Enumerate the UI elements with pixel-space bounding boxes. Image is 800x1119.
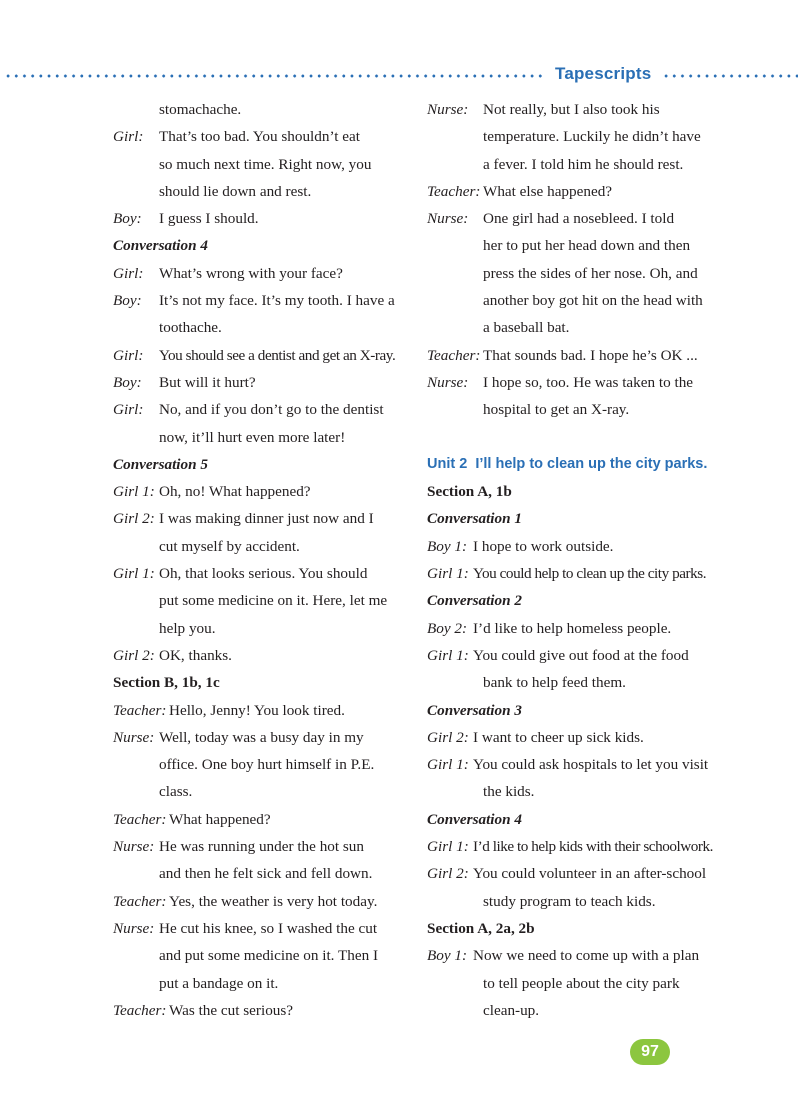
dialogue-line [427, 833, 727, 860]
speaker-label: Girl 2: [113, 646, 155, 664]
page-number: 97 [630, 1039, 670, 1065]
speaker-label: Teacher: [113, 810, 167, 828]
dialogue-line [113, 888, 413, 915]
section-heading: Section A, 2a, 2b [427, 919, 535, 937]
dialogue-text: and then he felt sick and fell down. [159, 865, 373, 883]
dialogue-text: Oh, that looks serious. You should [159, 565, 368, 583]
dialogue-text: the kids. [483, 783, 535, 801]
dialogue-continuation [113, 533, 413, 560]
dialogue-line [427, 860, 727, 887]
dialogue-text: put some medicine on it. Here, let me [159, 592, 388, 610]
dialogue-line [113, 833, 413, 860]
dialogue-continuation [113, 942, 413, 969]
dialogue-line [113, 396, 413, 423]
header-dotted-rule-left [4, 74, 544, 78]
speaker-label: Nurse: [113, 919, 155, 937]
dialogue-text: now, it’ll hurt even more later! [159, 428, 346, 446]
speaker-label: Girl 1: [427, 838, 469, 856]
dialogue-continuation [113, 96, 413, 123]
dialogue-continuation [427, 287, 727, 314]
conversation-heading: Conversation 5 [113, 455, 208, 473]
dialogue-line [427, 342, 727, 369]
speaker-label: Nurse: [427, 373, 469, 391]
dialogue-continuation [113, 178, 413, 205]
dialogue-text: Hello, Jenny! You look tired. [169, 701, 345, 719]
dialogue-text: Now we need to come up with a plan [473, 947, 700, 965]
speaker-label: Boy: [113, 373, 142, 391]
dialogue-text: It’s not my face. It’s my tooth. I have a [159, 292, 395, 310]
dialogue-line [113, 342, 413, 369]
dialogue-text: put a bandage on it. [159, 974, 279, 992]
dialogue-text: He cut his knee, so I washed the cut [159, 919, 378, 937]
speaker-label: Teacher: [113, 1001, 167, 1019]
speaker-label: Girl 1: [427, 646, 469, 664]
dialogue-text: clean-up. [483, 1001, 540, 1019]
dialogue-text: What else happened? [483, 182, 613, 200]
dialogue-line [427, 96, 727, 123]
dialogue-line [113, 997, 413, 1024]
dialogue-line [113, 123, 413, 150]
dialogue-continuation [113, 751, 413, 778]
speaker-label: Nurse: [427, 210, 469, 228]
dialogue-text: That sounds bad. I hope he’s OK ... [483, 346, 698, 364]
dialogue-line [113, 697, 413, 724]
dialogue-text: What’s wrong with your face? [159, 264, 343, 282]
dialogue-text: another boy got hit on the head with [483, 292, 703, 310]
dialogue-text: I want to cheer up sick kids. [473, 728, 644, 746]
dialogue-continuation [113, 970, 413, 997]
dialogue-continuation [427, 396, 727, 423]
dialogue-line [113, 642, 413, 669]
dialogue-line [113, 205, 413, 232]
dialogue-text: cut myself by accident. [159, 537, 300, 555]
speaker-label: Nurse: [427, 101, 469, 118]
speaker-label: Teacher: [113, 892, 167, 910]
dialogue-text: I hope so, too. He was taken to the [483, 373, 694, 391]
speaker-label: Girl 2: [427, 865, 469, 883]
dialogue-continuation [113, 424, 413, 451]
dialogue-text: temperature. Luckily he didn’t have [483, 128, 701, 146]
speaker-label: Girl 1: [427, 756, 469, 774]
dialogue-line [113, 806, 413, 833]
dialogue-text: her to put her head down and then [483, 237, 691, 255]
dialogue-line [113, 505, 413, 532]
dialogue-text: a fever. I told him he should rest. [483, 155, 684, 173]
dialogue-text: Yes, the weather is very hot today. [169, 892, 378, 910]
dialogue-text: office. One boy hurt himself in P.E. [159, 756, 375, 774]
dialogue-text: Oh, no! What happened? [159, 483, 311, 501]
speaker-label: Teacher: [427, 182, 481, 200]
dialogue-continuation [113, 615, 413, 642]
speaker-label: Nurse: [113, 838, 155, 856]
dialogue-line [113, 478, 413, 505]
dialogue-text: What happened? [169, 810, 271, 828]
dialogue-text: toothache. [159, 319, 222, 337]
dialogue-text: I’d like to help kids with their schoolwork. [473, 838, 714, 856]
dialogue-text: You could help to clean up the city parks. [473, 565, 707, 583]
conversation-heading: Conversation 4 [427, 810, 522, 828]
dialogue-continuation [113, 151, 413, 178]
dialogue-text: press the sides of her nose. Oh, and [483, 264, 698, 282]
conversation-heading: Conversation 4 [113, 237, 208, 255]
dialogue-text: help you. [159, 619, 216, 637]
dialogue-text: and put some medicine on it. Then I [159, 947, 379, 965]
dialogue-text: I was making dinner just now and I [159, 510, 374, 528]
dialogue-text: You could volunteer in an after-school [473, 865, 707, 883]
dialogue-continuation [427, 669, 727, 696]
dialogue-line [427, 369, 727, 396]
dialogue-text: so much next time. Right now, you [159, 155, 372, 173]
dialogue-text: bank to help feed them. [483, 674, 626, 692]
dialogue-line [427, 533, 727, 560]
dialogue-text: to tell people about the city park [483, 974, 680, 992]
speaker-label: Girl: [113, 346, 144, 364]
speaker-label: Girl 1: [427, 565, 469, 583]
speaker-label: Boy: [113, 210, 142, 228]
header-dotted-rule-right [662, 74, 798, 78]
dialogue-line [427, 560, 727, 587]
dialogue-text: You should see a dentist and get an X-ray. [159, 346, 396, 364]
page-header [0, 62, 800, 90]
dialogue-text: But will it hurt? [159, 373, 256, 391]
dialogue-continuation [427, 888, 727, 915]
dialogue-text: You could give out food at the food [473, 646, 689, 664]
section-heading: Section B, 1b, 1c [113, 674, 220, 692]
dialogue-line [427, 178, 727, 205]
dialogue-text: Well, today was a busy day in my [159, 728, 364, 746]
dialogue-continuation [427, 778, 727, 805]
dialogue-text: I’d like to help homeless people. [473, 619, 672, 637]
dialogue-line [427, 942, 727, 969]
dialogue-line [113, 915, 413, 942]
speaker-label: Girl 1: [113, 565, 155, 583]
dialogue-continuation [427, 997, 727, 1024]
dialogue-text: You could ask hospitals to let you visit [473, 756, 709, 774]
speaker-label: Girl: [113, 401, 144, 419]
speaker-label: Boy 1: [427, 537, 468, 555]
section-heading: Section A, 1b [427, 483, 512, 501]
unit-heading: Unit 2 I’ll help to clean up the city parks. [427, 455, 708, 472]
speaker-label: Boy 1: [427, 947, 468, 965]
dialogue-text: a baseball bat. [483, 319, 570, 337]
dialogue-text: hospital to get an X-ray. [483, 401, 630, 419]
dialogue-text: I guess I should. [159, 210, 259, 228]
dialogue-text: study program to teach kids. [483, 892, 656, 910]
dialogue-line [113, 560, 413, 587]
speaker-label: Nurse: [113, 728, 155, 746]
dialogue-continuation [113, 314, 413, 341]
header-title: Tapescripts [555, 64, 652, 83]
speaker-label: Girl 2: [427, 728, 469, 746]
dialogue-text: Not really, but I also took his [483, 101, 660, 118]
dialogue-line [113, 287, 413, 314]
speaker-label: Teacher: [427, 346, 481, 364]
conversation-heading: Conversation 2 [427, 592, 522, 610]
dialogue-line [113, 260, 413, 287]
dialogue-continuation [113, 587, 413, 614]
dialogue-text: No, and if you don’t go to the dentist [159, 401, 384, 419]
dialogue-continuation [427, 260, 727, 287]
dialogue-line [427, 642, 727, 669]
dialogue-text: One girl had a nosebleed. I told [483, 210, 675, 228]
speaker-label: Teacher: [113, 701, 167, 719]
dialogue-continuation [427, 232, 727, 259]
speaker-label: Girl 2: [113, 510, 155, 528]
dialogue-continuation [113, 778, 413, 805]
dialogue-text: stomachache. [159, 101, 242, 118]
conversation-heading: Conversation 3 [427, 701, 522, 719]
dialogue-continuation [427, 123, 727, 150]
speaker-label: Girl: [113, 264, 144, 282]
dialogue-line [427, 205, 727, 232]
speaker-label: Boy: [113, 292, 142, 310]
speaker-label: Girl: [113, 128, 144, 146]
dialogue-line [113, 369, 413, 396]
dialogue-continuation [427, 970, 727, 997]
dialogue-line [427, 724, 727, 751]
dialogue-continuation [427, 314, 727, 341]
dialogue-line [427, 615, 727, 642]
dialogue-text: He was running under the hot sun [159, 838, 364, 856]
dialogue-text: I hope to work outside. [473, 537, 614, 555]
dialogue-text: Was the cut serious? [169, 1001, 294, 1019]
speaker-label: Boy 2: [427, 619, 468, 637]
left-column [113, 96, 413, 1024]
speaker-label: Girl 1: [113, 483, 155, 501]
dialogue-line [427, 751, 727, 778]
dialogue-continuation [113, 860, 413, 887]
dialogue-line [113, 724, 413, 751]
blank-line [427, 424, 727, 451]
dialogue-text: class. [159, 783, 193, 801]
dialogue-text: OK, thanks. [159, 646, 232, 664]
right-column [427, 96, 727, 1024]
dialogue-continuation [427, 151, 727, 178]
dialogue-text: That’s too bad. You shouldn’t eat [159, 128, 360, 146]
conversation-heading: Conversation 1 [427, 510, 522, 528]
dialogue-text: should lie down and rest. [159, 182, 312, 200]
